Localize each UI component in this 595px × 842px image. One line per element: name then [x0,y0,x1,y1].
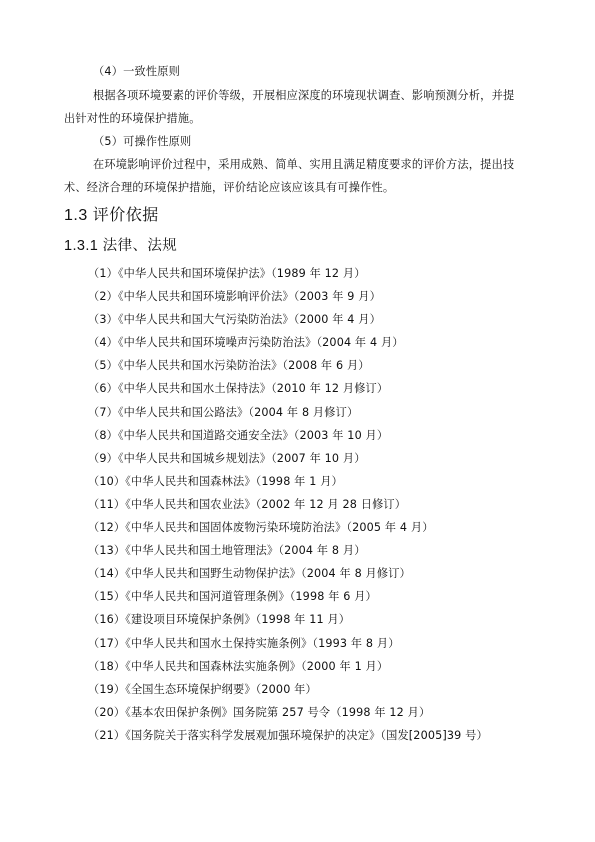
list-item: （8）《中华人民共和国道路交通安全法》（2003 年 10 月） [88,428,389,442]
list-item: （5）《中华人民共和国水污染防治法》（2008 年 6 月） [88,359,370,373]
principle-5-text-line1: 在环境影响评价过程中，采用成熟、简单、实用且满足精度要求的评价方法，提出技 [93,158,515,171]
list-item: （1）《中华人民共和国环境保护法》（1989 年 12 月） [88,267,366,280]
list-item: （4）《中华人民共和国环境噪声污染防治法》（2004 年 4 月） [88,336,404,350]
list-item: （13）《中华人民共和国土地管理法》（2004 年 8 月） [88,544,366,558]
list-item: （2）《中华人民共和国环境影响评价法》（2003 年 9 月） [88,290,381,304]
principle-5-title: （5）可操作性原则 [93,135,192,148]
list-item: （18）《中华人民共和国森林法实施条例》（2000 年 1 月） [88,659,389,673]
list-item: （14）《中华人民共和国野生动物保护法》（2004 年 8 月修订） [88,567,411,581]
list-item: （15）《中华人民共和国河道管理条例》（1998 年 6 月） [88,590,377,604]
list-item: （10）《中华人民共和国森林法》（1998 年 1 月） [88,474,343,488]
heading-laws-regulations: 1.3.1 法律、法规 [64,238,178,254]
list-item: （17）《中华人民共和国水土保持实施条例》（1993 年 8 月） [88,636,400,650]
heading-evaluation-basis: 1.3 评价依据 [64,207,159,224]
list-item: （11）《中华人民共和国农业法》（2002 年 12 月 28 日修订） [88,497,407,511]
list-item: （7）《中华人民共和国公路法》（2004 年 8 月修订） [88,405,359,419]
laws-list [88,262,488,747]
principle-5-text-line2: 术、经济合理的环境保护措施，评价结论应该应该具有可操作性。 [64,181,395,194]
principle-4-title: （4）一致性原则 [93,65,181,78]
list-item: （20）《基本农田保护条例》国务院第 257 号令（1998 年 12 月） [88,705,431,719]
principle-4-text-line1: 根据各项环境要素的评价等级，开展相应深度的环境现状调查、影响预测分析，并提 [93,89,515,102]
list-item: （6）《中华人民共和国水土保持法》（2010 年 12 月修订） [88,382,389,396]
list-item: （19）《全国生态环境保护纲要》（2000 年） [88,682,317,696]
list-item: （9）《中华人民共和国城乡规划法》（2007 年 10 月） [88,451,366,465]
list-item: （16）《建设项目环境保护条例》（1998 年 11 月） [88,613,351,627]
list-item: （3）《中华人民共和国大气污染防治法》（2000 年 4 月） [88,313,381,327]
principle-4-text-line2: 出针对性的环境保护措施。 [64,112,201,125]
list-item: （12）《中华人民共和国固体废物污染环境防治法》（2005 年 4 月） [88,521,434,535]
list-item: （21）《国务院关于落实科学发展观加强环境保护的决定》（国发[2005]39 号） [88,728,488,742]
